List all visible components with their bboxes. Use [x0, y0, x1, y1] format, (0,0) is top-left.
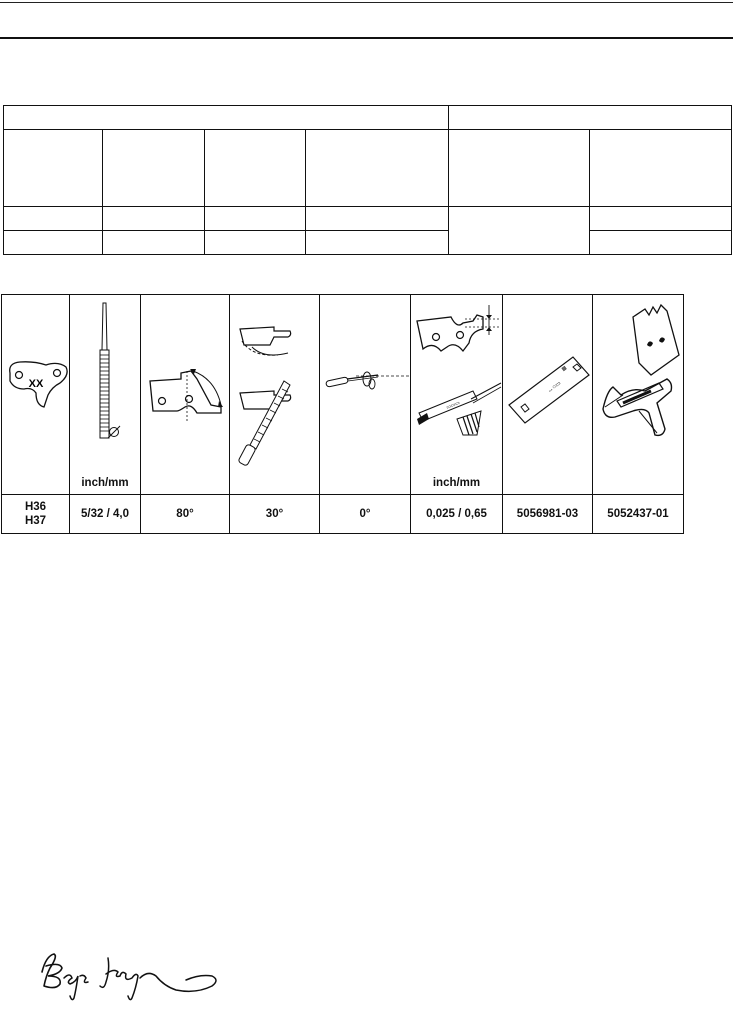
signature — [36, 946, 220, 1004]
spec-cell — [449, 130, 590, 207]
spec-cell-merged — [449, 207, 590, 255]
spec-cell — [103, 130, 205, 207]
sharpening-angle-cell — [230, 295, 320, 495]
spec-cell — [590, 130, 732, 207]
gauge-tool-cell — [503, 295, 593, 495]
top-plate-angle-value: 80° — [141, 495, 230, 534]
file-guide-icon — [593, 295, 684, 494]
file-unit-label: inch/mm — [81, 477, 129, 489]
sharpening-angle-icon — [230, 295, 320, 494]
gauge-tool-value: 5056981-03 — [503, 495, 593, 534]
model-h36: H36 — [24, 501, 47, 513]
spec-cell — [306, 207, 449, 231]
chain-sharpening-table — [1, 294, 684, 534]
tilt-angle-value: 0° — [320, 495, 411, 534]
sharpening-angle-value: 30° — [230, 495, 320, 534]
spec-cell — [590, 207, 732, 231]
svg-text:▭▭▭: ▭▭▭ — [445, 399, 461, 411]
spec-table — [3, 105, 732, 255]
spec-cell — [103, 231, 205, 255]
svg-text:▦: ▦ — [560, 364, 568, 373]
spec-cell — [103, 207, 205, 231]
spec-cell — [4, 207, 103, 231]
spec-cell — [4, 231, 103, 255]
depth-gauge-icon — [411, 295, 503, 494]
depth-gauge-cell — [411, 295, 503, 495]
depth-gauge-tool-icon — [503, 295, 593, 494]
cutter-tooth-icon — [2, 295, 70, 494]
file-angle-icon — [141, 295, 230, 494]
tilt-angle-cell — [320, 295, 411, 495]
spec-cell — [205, 207, 306, 231]
svg-text:↔○▭: ↔○▭ — [546, 380, 563, 395]
header-rule-thick — [0, 37, 733, 39]
model-h37: H37 — [24, 515, 47, 527]
spec-cell — [205, 130, 306, 207]
models-cell — [2, 495, 70, 534]
top-plate-angle-cell — [141, 295, 230, 495]
header-rule — [0, 2, 733, 3]
spec-cell — [4, 130, 103, 207]
file-holder-value: 5052437-01 — [593, 495, 684, 534]
depth-unit-label: inch/mm — [432, 477, 481, 489]
cutter-tooth-cell — [2, 295, 70, 495]
tooth-label: XX — [28, 378, 44, 390]
spec-cell — [205, 231, 306, 255]
spec-header-left — [4, 106, 449, 130]
file-diameter-value: 5/32 / 4,0 — [70, 495, 141, 534]
file-diameter-cell — [70, 295, 141, 495]
file-holder-cell — [593, 295, 684, 495]
spec-cell — [306, 130, 449, 207]
depth-gauge-value: 0,025 / 0,65 — [411, 495, 503, 534]
round-file-icon — [70, 295, 141, 494]
spec-cell — [590, 231, 732, 255]
spec-header-right — [449, 106, 732, 130]
spec-cell — [306, 231, 449, 255]
tilt-angle-icon — [320, 295, 411, 494]
